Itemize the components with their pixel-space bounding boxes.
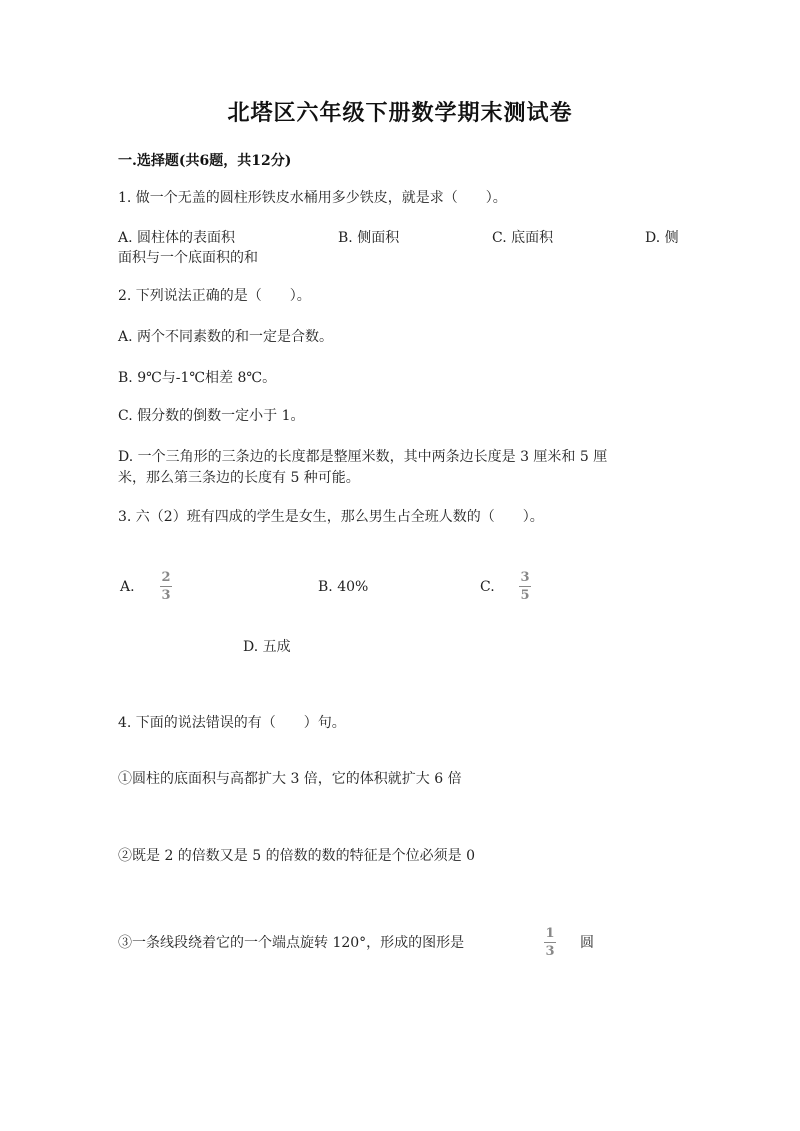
fraction-denominator: 3 <box>161 588 171 603</box>
question-4-statement-3-fraction <box>544 926 556 959</box>
question-1-option-c: C. 底面积 <box>492 230 554 246</box>
fraction-numerator: 1 <box>545 926 555 941</box>
question-2-option-d: D. 一个三角形的三条边的长度都是整厘米数，其中两条边长度是 3 厘米和 5 厘 <box>118 449 608 465</box>
question-3-option-a-label: A. <box>120 579 135 595</box>
fraction-numerator: 3 <box>520 570 530 585</box>
fraction-bar <box>160 586 172 587</box>
question-4-statement-1: ①圆柱的底面积与高都扩大 3 倍，它的体积就扩大 6 倍 <box>118 771 462 787</box>
question-4-statement-3-suffix: 圆 <box>580 935 594 951</box>
page-title: 北塔区六年级下册数学期末测试卷 <box>227 100 573 126</box>
question-2-option-c: C. 假分数的倒数一定小于 1。 <box>118 408 305 424</box>
question-2-stem: 2. 下列说法正确的是（ ）。 <box>118 288 311 304</box>
question-1-option-b: B. 侧面积 <box>338 230 400 246</box>
fraction-denominator: 3 <box>545 944 555 959</box>
question-4-stem: 4. 下面的说法错误的有（ ）句。 <box>118 715 346 731</box>
question-1-option-d-continued: 面积与一个底面积的和 <box>118 250 258 266</box>
question-1-option-a: A. 圆柱体的表面积 <box>118 230 236 246</box>
question-2-option-d-continued: 米，那么第三条边的长度有 5 种可能。 <box>118 470 360 486</box>
question-1-stem: 1. 做一个无盖的圆柱形铁皮水桶用多少铁皮，就是求（ ）。 <box>118 190 507 206</box>
fraction-bar <box>544 942 556 943</box>
fraction-bar <box>519 586 531 587</box>
question-3-option-b: B. 40% <box>318 579 369 595</box>
question-3-stem: 3. 六（2）班有四成的学生是女生，那么男生占全班人数的（ ）。 <box>118 509 544 525</box>
question-3-option-c-fraction <box>519 570 531 603</box>
question-1-option-d: D. 侧 <box>645 230 679 246</box>
question-3-option-c-label: C. <box>480 579 495 595</box>
question-3-option-a-fraction <box>160 570 172 603</box>
question-3-option-d: D. 五成 <box>243 639 291 655</box>
fraction-denominator: 5 <box>520 588 530 603</box>
question-4-statement-2: ②既是 2 的倍数又是 5 的倍数的数的特征是个位必须是 0 <box>118 848 475 864</box>
section-heading: 一.选择题(共6题，共12分) <box>118 153 292 169</box>
question-2-option-a: A. 两个不同素数的和一定是合数。 <box>118 329 334 345</box>
question-2-option-b: B. 9℃与-1℃相差 8℃。 <box>118 370 277 386</box>
fraction-numerator: 2 <box>161 570 171 585</box>
question-4-statement-3: ③一条线段绕着它的一个端点旋转 120°，形成的图形是 <box>118 935 465 951</box>
